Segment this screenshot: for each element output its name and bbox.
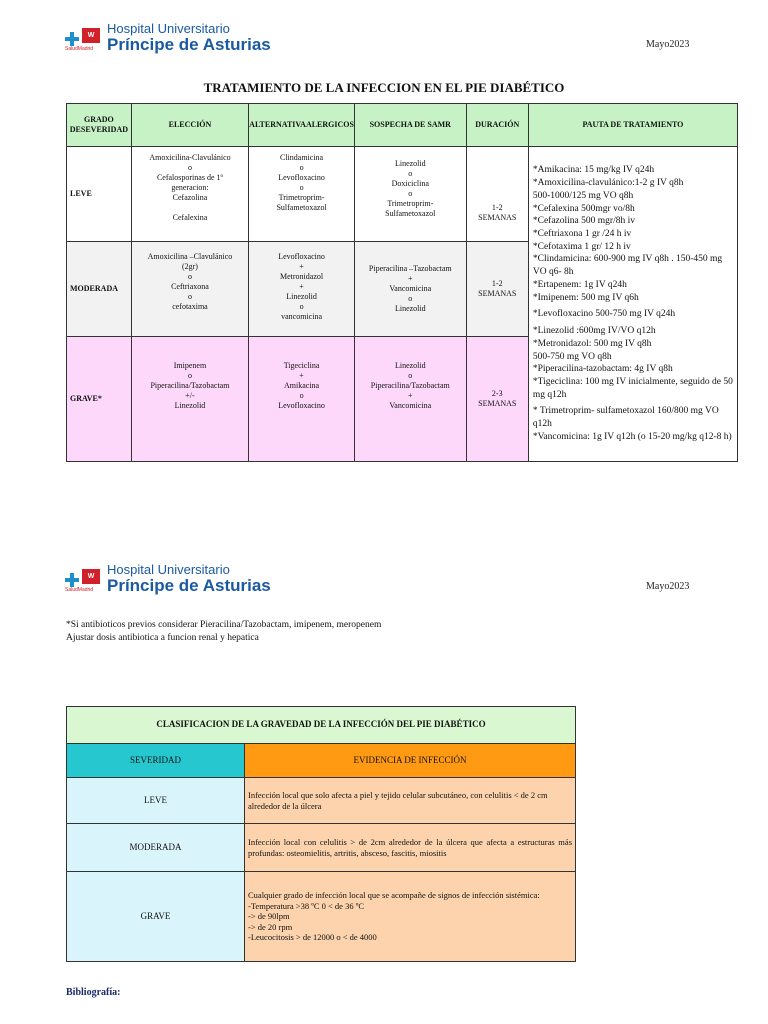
alternativa-grave: Tigeciclina + Amikacina o Levofloxacino <box>249 337 355 462</box>
note-line-1: *Si antibioticos previos considerar Pieracilina/Tazobactam, imipenem, meropenem <box>66 620 382 630</box>
severity-label: GRAVE <box>67 872 245 962</box>
header-grado: GRADO DESEVERIDAD <box>67 104 132 147</box>
duracion-grave: 2-3 SEMANAS <box>466 337 528 462</box>
pauta-item: *Clindamicina: 600-900 mg IV q8h . 150-450 mg VO q6- 8h <box>532 254 723 278</box>
severity-description: Infección local con celulitis > de 2cm alrededor de la úlcera que afecta a estructuras más profundas: osteomielitis, artritis, absceso, fascitis, miositis <box>245 824 576 872</box>
hospital-logo-icon: W SaludMadrid <box>65 26 101 50</box>
document-date: Mayo2023 <box>646 581 690 592</box>
samr-leve: Linezolid o Doxiciclina o Trimetroprim- Sulfametoxazol <box>354 147 466 242</box>
hospital-logo-icon: W SaludMadrid <box>65 567 101 591</box>
hospital-name-line1: Hospital Universitario <box>107 562 230 577</box>
col-evidencia: EVIDENCIA DE INFECCIÓN <box>245 744 576 778</box>
notes <box>66 619 381 645</box>
hospital-logo <box>65 22 271 53</box>
eleccion-moderada: Amoxicilina –Clavulánico (2gr) o Ceftriaxona o cefotaxima <box>131 242 248 337</box>
header-alternativa: ALTERNATIVAALERGICOS <box>249 104 355 147</box>
grado-leve: LEVE <box>67 147 132 242</box>
classification-row <box>67 824 576 872</box>
severity-label: LEVE <box>67 778 245 824</box>
pauta-item: *Amikacina: 15 mg/kg IV q24h <box>532 165 655 176</box>
pauta-item: *Vancomicina: 1g IV q12h (o 15-20 mg/kg q12-8 h) <box>532 431 732 442</box>
severity-label: MODERADA <box>67 824 245 872</box>
page-title: TRATAMIENTO DE LA INFECCION EN EL PIE DIABÉTICO <box>203 80 565 95</box>
pauta-item: *Linezolid :600mg IV/VO q12h <box>532 326 656 337</box>
samr-moderada: Piperacilina –Tazobactam + Vancomicina o Linezolid <box>354 242 466 337</box>
pauta-item: *Imipenem: 500 mg IV q6h <box>532 292 639 303</box>
note-line-2: Ajustar dosis antibiotica a funcion renal y hepatica <box>66 632 259 643</box>
pauta-item: *Levofloxacino 500-750 mg IV q24h <box>532 309 676 320</box>
classification-row <box>67 778 576 824</box>
pauta-item: 500-750 mg VO q8h <box>532 351 612 362</box>
hospital-name-line2: Príncipe de Asturias <box>107 576 271 595</box>
hospital-logo <box>65 563 271 594</box>
pauta-item: *Tigeciclina: 100 mg IV inicialmente, seguido de 50 mg q12h <box>532 376 733 400</box>
pauta-item: *Metronidazol: 500 mg IV q8h <box>532 338 652 349</box>
header-duracion: DURACIÓN <box>466 104 528 147</box>
pauta-item: *Cefotaxima 1 gr/ 12 h iv <box>532 241 631 252</box>
classification-table <box>66 706 576 962</box>
pauta-item: *Cefalexina 500mgr vo/8h <box>532 203 635 214</box>
treatment-header-row <box>67 104 738 147</box>
treatment-table <box>66 103 738 462</box>
severity-description: Infección local que solo afecta a piel y tejido celular subcutáneo, con celulitis < de 2 cm alrededor de la úlcera <box>245 778 576 824</box>
pauta-item: 500-1000/125 mg VO q8h <box>532 190 634 201</box>
classification-row <box>67 872 576 962</box>
header-samr: SOSPECHA DE SAMR <box>354 104 466 147</box>
pauta-item: *Ertapenem: 1g IV q24h <box>532 279 627 290</box>
hospital-name-line2: Príncipe de Asturias <box>107 35 271 54</box>
eleccion-leve: Amoxicilina-Clavulánico o Cefalosporinas de 1º generacion: Cefazolina Cefalexina <box>131 147 248 242</box>
col-severidad: SEVERIDAD <box>67 744 245 778</box>
pauta-item: *Amoxicilina-clavulánico:1-2 g IV q8h <box>532 178 684 189</box>
pauta-item: *Cefazolina 500 mgr/8h iv <box>532 216 635 227</box>
grado-moderada: MODERADA <box>67 242 132 337</box>
table-row-leve <box>67 147 738 242</box>
document-date: Mayo2023 <box>646 39 690 50</box>
grado-grave: GRAVE* <box>67 337 132 462</box>
alternativa-leve: Clindamicina o Levofloxacino o Trimetroprim- Sulfametoxazol <box>249 147 355 242</box>
duracion-leve: 1-2 SEMANAS <box>466 147 528 242</box>
duracion-moderada: 1-2 SEMANAS <box>466 242 528 337</box>
severity-description: Cualquier grado de infección local que se acompañe de signos de infección sistémica: -Temperatura >38 ºC 0 < de 36 ºC -> de 90lpm -> de 20 rpm -Leucocitosis > de 12000 o < de 4000 <box>245 872 576 962</box>
pauta-tratamiento <box>528 147 737 462</box>
header-eleccion: ELECCIÓN <box>131 104 248 147</box>
pauta-item: * Trimetroprim- sulfametoxazol 160/800 mg VO q12h <box>532 406 719 430</box>
alternativa-moderada: Levofloxacino + Metronidazol + Linezolid o vancomicina <box>249 242 355 337</box>
header-pauta: PAUTA DE TRATAMIENTO <box>528 104 737 147</box>
samr-grave: Linezolid o Piperacilina/Tazobactam + Vancomicina <box>354 337 466 462</box>
pauta-item: *Ceftriaxona 1 gr /24 h iv <box>532 229 632 240</box>
hospital-name-line1: Hospital Universitario <box>107 21 230 36</box>
pauta-item: *Piperacilina-tazobactam: 4g IV q8h <box>532 364 673 375</box>
eleccion-grave: Imipenem o Piperacilina/Tazobactam +/- Linezolid <box>131 337 248 462</box>
classification-title: CLASIFICACION DE LA GRAVEDAD DE LA INFECCIÓN DEL PIE DIABÉTICO <box>67 707 576 744</box>
bibliografia-heading: Bibliografía: <box>66 987 121 998</box>
